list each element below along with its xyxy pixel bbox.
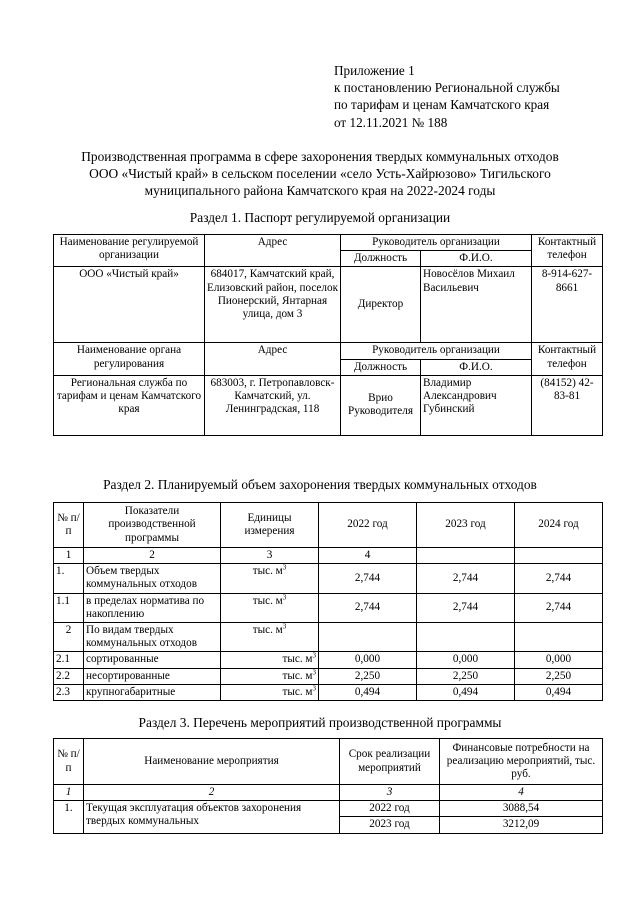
col-number: 1 — [54, 548, 84, 564]
appendix-line: Приложение 1 — [334, 63, 415, 78]
row-unit: тыс. $м^3$ — [221, 623, 319, 652]
appendix-line: к постановлению Региональной службы — [334, 80, 560, 96]
row-name: крупногабаритные — [84, 684, 221, 700]
reg-phone: (84152) 42-83-81 — [532, 375, 603, 435]
reg-fio: Владимир Александрович Губинский — [421, 375, 532, 435]
row-2023: 0,000 — [417, 652, 515, 668]
row-num: 1. — [54, 564, 84, 593]
col-number — [515, 548, 603, 564]
col-header: 2024 год — [515, 503, 603, 548]
row-2022: 2,250 — [319, 668, 417, 684]
document-title — [40, 148, 600, 200]
row-num: 1. — [54, 801, 84, 833]
header-reg-head: Руководитель организации — [341, 343, 532, 359]
col-header: 2022 год — [319, 503, 417, 548]
row-2023: 2,744 — [417, 593, 515, 622]
col-header: № п/п — [54, 739, 84, 785]
volume-table — [53, 502, 603, 701]
header-org-name: Наименование регулируемой организации — [54, 235, 205, 267]
appendix-line: от 12.11.2021 № 188 — [334, 114, 448, 130]
row-num: 2 — [54, 623, 84, 652]
row-2024: 0,494 — [515, 684, 603, 700]
col-number: 4 — [440, 785, 603, 801]
col-header: Финансовые потребности на реализацию мероприятий, тыс. руб. — [440, 739, 603, 785]
passport-table — [53, 234, 603, 436]
org-address: 684017, Камчатский край, Елизовский район, поселок Пионерский, Янтарная улица, дом 3 — [205, 267, 341, 343]
row-2024: 0,000 — [515, 652, 603, 668]
reg-name: Региональная служба по тарифам и ценам Камчатского края — [54, 375, 205, 435]
row-2023: 2,250 — [417, 668, 515, 684]
row-2023 — [417, 623, 515, 652]
header-contacts: Контактный телефон — [532, 235, 603, 267]
row-2023: 2,744 — [417, 564, 515, 593]
measures-table — [53, 738, 603, 834]
row-2022: 0,494 — [319, 684, 417, 700]
table-row — [54, 623, 603, 652]
appendix-line: по тарифам и ценам Камчатского края — [334, 97, 550, 113]
col-header: Наименование мероприятия — [84, 739, 340, 785]
col-header: Показатели производственной программы — [84, 503, 221, 548]
title-line: ООО «Чистый край» в сельском поселении «село Усть-Хайрюзово» Тигильского — [89, 166, 551, 182]
row-2023: 0,494 — [417, 684, 515, 700]
header-head: Руководитель организации — [341, 235, 532, 251]
col-header: № п/п — [54, 503, 84, 548]
header-position: Должность — [341, 251, 421, 267]
row-2022 — [319, 623, 417, 652]
table-row — [54, 801, 603, 817]
row-name: несортированные — [84, 668, 221, 684]
row-unit: тыс. $м^3$ — [221, 564, 319, 593]
org-phone: 8-914-627-8661 — [532, 267, 603, 343]
row-name: сортированные — [84, 652, 221, 668]
table-row — [54, 668, 603, 684]
header-reg-address: Адрес — [205, 343, 341, 375]
row-2022: 2,744 — [319, 564, 417, 593]
table-row — [54, 684, 603, 700]
row-year: 2023 год — [340, 817, 440, 833]
row-2024 — [515, 623, 603, 652]
col-number: 1 — [54, 785, 84, 801]
row-2022: 2,744 — [319, 593, 417, 622]
table-row — [54, 564, 603, 593]
row-2024: 2,250 — [515, 668, 603, 684]
row-num: 2.1 — [54, 652, 84, 668]
title-line: муниципального района Камчатского края на 2022-2024 годы — [144, 183, 496, 199]
reg-address: 683003, г. Петропавловск-Камчатский, ул. Ленинградская, 118 — [205, 375, 341, 435]
table-row — [54, 593, 603, 622]
col-number: 3 — [221, 548, 319, 564]
col-number: 2 — [84, 785, 340, 801]
row-name: Текущая эксплуатация объектов захоронения твердых коммунальных — [84, 801, 340, 833]
row-name: в пределах норматива по накоплению — [84, 593, 221, 622]
reg-position: Врио Руководителя — [341, 375, 421, 435]
header-reg-position: Должность — [341, 359, 421, 375]
org-position: Директор — [341, 267, 421, 343]
row-unit: тыс. $м^3$ — [221, 593, 319, 622]
row-unit: тыс. $м^3$ — [221, 684, 319, 700]
row-num: 2.2 — [54, 668, 84, 684]
section1-heading: Раздел 1. Паспорт регулируемой организации — [189, 210, 451, 225]
col-header: Срок реализации мероприятий — [340, 739, 440, 785]
col-header: 2023 год — [417, 503, 515, 548]
row-cost: 3212,09 — [440, 817, 603, 833]
header-address: Адрес — [205, 235, 341, 267]
row-2024: 2,744 — [515, 593, 603, 622]
org-name: ООО «Чистый край» — [54, 267, 205, 343]
row-2022: 0,000 — [319, 652, 417, 668]
row-unit: тыс. $м^3$ — [221, 652, 319, 668]
row-cost: 3088,54 — [440, 801, 603, 817]
row-name: Объем твердых коммунальных отходов — [84, 564, 221, 593]
row-2024: 2,744 — [515, 564, 603, 593]
title-line: Производственная программа в сфере захоронения твердых коммунальных отходов — [81, 149, 559, 164]
col-number: 3 — [340, 785, 440, 801]
row-year: 2022 год — [340, 801, 440, 817]
section3-heading: Раздел 3. Перечень мероприятий производственной программы — [138, 715, 502, 730]
row-num: 2.3 — [54, 684, 84, 700]
appendix-header — [334, 62, 560, 131]
col-number: 4 — [319, 548, 417, 564]
row-name: По видам твердых коммунальных отходов — [84, 623, 221, 652]
table-row — [54, 652, 603, 668]
section2-heading: Раздел 2. Планируемый объем захоронения твердых коммунальных отходов — [103, 477, 537, 492]
header-reg-contacts: Контактный телефон — [532, 343, 603, 375]
header-fio: Ф.И.О. — [421, 251, 532, 267]
row-unit: тыс. $м^3$ — [221, 668, 319, 684]
header-reg-fio: Ф.И.О. — [421, 359, 532, 375]
row-num: 1.1 — [54, 593, 84, 622]
header-reg-name: Наименование органа регулирования — [54, 343, 205, 375]
col-header: Единицы измерения — [221, 503, 319, 548]
org-fio: Новосёлов Михаил Васильевич — [421, 267, 532, 343]
col-number — [417, 548, 515, 564]
col-number: 2 — [84, 548, 221, 564]
